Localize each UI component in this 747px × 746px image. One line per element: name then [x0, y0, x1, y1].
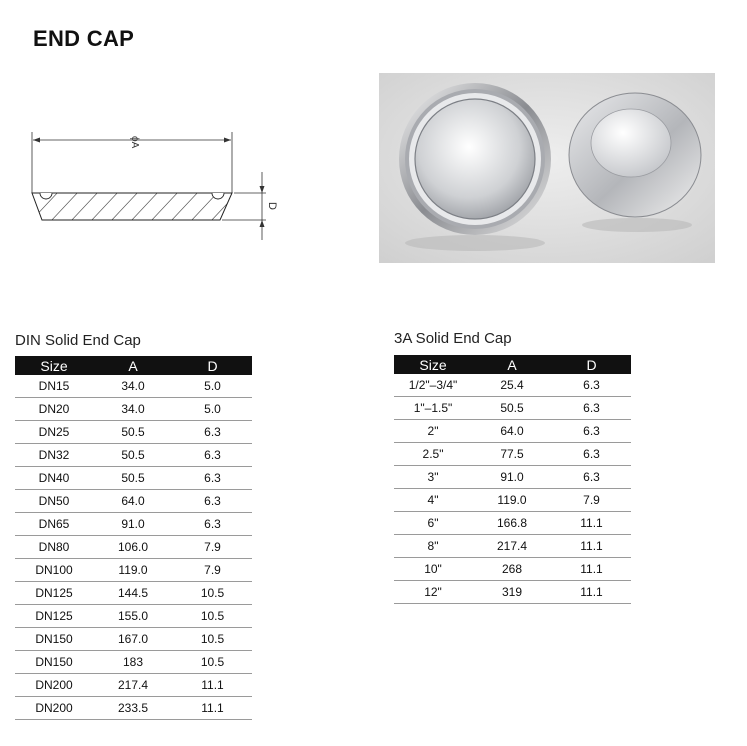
din-table-caption: DIN Solid End Cap	[15, 332, 141, 349]
cell-d: 5.0	[173, 375, 252, 398]
cell-a: 50.5	[93, 421, 173, 444]
diameter-label: ϕA	[129, 136, 140, 149]
cell-size: DN125	[15, 605, 93, 628]
cell-d: 6.3	[173, 467, 252, 490]
cell-a: 50.5	[93, 444, 173, 467]
cell-size: 3"	[394, 466, 472, 489]
cell-a: 91.0	[472, 466, 552, 489]
cell-size: 12"	[394, 581, 472, 604]
cell-a: 144.5	[93, 582, 173, 605]
table-row	[15, 467, 252, 490]
cell-d: 6.3	[552, 374, 631, 397]
cell-size: 10"	[394, 558, 472, 581]
table-row	[15, 536, 252, 559]
table-row	[15, 628, 252, 651]
table-row	[394, 443, 631, 466]
column-header-size: Size	[394, 355, 472, 374]
cell-a: 319	[472, 581, 552, 604]
cell-size: DN200	[15, 697, 93, 720]
table-row	[15, 375, 252, 398]
table-row	[15, 398, 252, 421]
cell-a: 119.0	[472, 489, 552, 512]
cell-size: DN150	[15, 651, 93, 674]
table-row	[15, 490, 252, 513]
column-header-a: A	[472, 355, 552, 374]
cell-d: 11.1	[552, 581, 631, 604]
table-row	[15, 513, 252, 536]
cell-d: 6.3	[552, 397, 631, 420]
cell-size: 2"	[394, 420, 472, 443]
cell-d: 10.5	[173, 628, 252, 651]
cell-d: 10.5	[173, 651, 252, 674]
cell-d: 11.1	[552, 535, 631, 558]
column-header-size: Size	[15, 356, 93, 375]
column-header-d: D	[552, 355, 631, 374]
cell-a: 106.0	[93, 536, 173, 559]
cell-d: 5.0	[173, 398, 252, 421]
cell-size: DN15	[15, 375, 93, 398]
table-row	[15, 559, 252, 582]
end-cap-cross-section-drawing	[20, 122, 282, 240]
cell-size: DN25	[15, 421, 93, 444]
end-cap-product-photo	[379, 73, 715, 263]
cell-size: DN80	[15, 536, 93, 559]
table-row	[394, 420, 631, 443]
cell-size: DN40	[15, 467, 93, 490]
column-header-d: D	[173, 356, 252, 375]
cell-size: 2.5"	[394, 443, 472, 466]
table-row	[394, 397, 631, 420]
cell-d: 6.3	[173, 444, 252, 467]
cell-a: 64.0	[472, 420, 552, 443]
cell-a: 64.0	[93, 490, 173, 513]
cell-a: 50.5	[93, 467, 173, 490]
cell-d: 11.1	[552, 512, 631, 535]
cell-a: 91.0	[93, 513, 173, 536]
table-row	[15, 674, 252, 697]
cell-d: 7.9	[173, 536, 252, 559]
table-row	[394, 558, 631, 581]
cell-size: 1/2"–3/4"	[394, 374, 472, 397]
cell-size: 8"	[394, 535, 472, 558]
cell-size: 6"	[394, 512, 472, 535]
cell-a: 233.5	[93, 697, 173, 720]
cell-a: 119.0	[93, 559, 173, 582]
cell-d: 11.1	[173, 697, 252, 720]
table-row	[15, 444, 252, 467]
cell-d: 6.3	[173, 513, 252, 536]
cell-d: 11.1	[552, 558, 631, 581]
cell-a: 183	[93, 651, 173, 674]
cell-d: 10.5	[173, 605, 252, 628]
cell-size: DN100	[15, 559, 93, 582]
table-row	[15, 582, 252, 605]
column-header-a: A	[93, 356, 173, 375]
cell-d: 6.3	[173, 490, 252, 513]
cell-d: 10.5	[173, 582, 252, 605]
cell-size: DN32	[15, 444, 93, 467]
cell-a: 217.4	[472, 535, 552, 558]
cell-size: DN65	[15, 513, 93, 536]
cell-a: 155.0	[93, 605, 173, 628]
a3-table-caption: 3A Solid End Cap	[394, 330, 512, 347]
table-row	[394, 581, 631, 604]
cell-a: 268	[472, 558, 552, 581]
din-solid-end-cap-table	[15, 356, 252, 720]
page-title: END CAP	[33, 26, 135, 51]
cell-d: 6.3	[552, 466, 631, 489]
cell-a: 167.0	[93, 628, 173, 651]
table-row	[15, 651, 252, 674]
cell-size: DN125	[15, 582, 93, 605]
cell-d: 6.3	[552, 420, 631, 443]
cell-d: 7.9	[552, 489, 631, 512]
cell-size: DN50	[15, 490, 93, 513]
cell-a: 217.4	[93, 674, 173, 697]
table-header-row	[15, 356, 252, 375]
cell-d: 6.3	[173, 421, 252, 444]
cell-d: 11.1	[173, 674, 252, 697]
cell-a: 77.5	[472, 443, 552, 466]
table-row	[15, 421, 252, 444]
table-row	[394, 512, 631, 535]
cell-size: 4"	[394, 489, 472, 512]
cell-a: 25.4	[472, 374, 552, 397]
cell-d: 7.9	[173, 559, 252, 582]
cell-a: 166.8	[472, 512, 552, 535]
table-row	[394, 466, 631, 489]
cell-size: DN150	[15, 628, 93, 651]
height-label: D	[266, 202, 278, 210]
cell-d: 6.3	[552, 443, 631, 466]
cell-a: 50.5	[472, 397, 552, 420]
table-row	[15, 697, 252, 720]
table-header-row	[394, 355, 631, 374]
table-row	[394, 489, 631, 512]
table-row	[394, 374, 631, 397]
cell-size: 1"–1.5"	[394, 397, 472, 420]
cell-a: 34.0	[93, 375, 173, 398]
cell-size: DN200	[15, 674, 93, 697]
table-row	[394, 535, 631, 558]
cell-size: DN20	[15, 398, 93, 421]
table-row	[15, 605, 252, 628]
cell-a: 34.0	[93, 398, 173, 421]
3a-solid-end-cap-table	[394, 355, 631, 604]
